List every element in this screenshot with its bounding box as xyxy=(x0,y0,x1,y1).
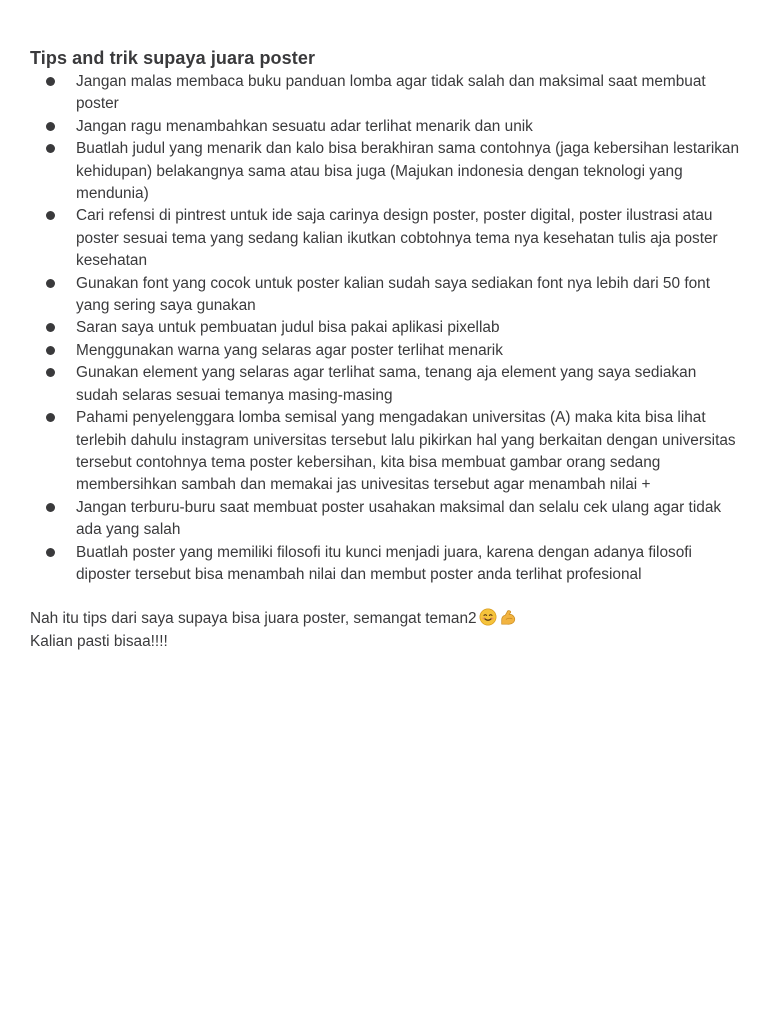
list-item-text: Gunakan font yang cocok untuk poster kalian sudah saya sediakan font nya lebih dari 50 font yang sering saya gunakan xyxy=(76,274,710,315)
closing-line-2: Kalian pasti bisaa!!!! xyxy=(30,632,168,650)
list-item xyxy=(30,138,740,205)
note-body xyxy=(30,45,740,653)
list-item xyxy=(30,273,740,318)
list-item-text: Menggunakan warna yang selaras agar poster terlihat menarik xyxy=(76,341,503,359)
list-item xyxy=(30,542,740,587)
bullet-icon xyxy=(46,503,55,512)
list-item-text: Gunakan element yang selaras agar terlihat sama, tenang aja element yang saya sediakan sudah selaras sesuai temanya masing-masing xyxy=(76,364,697,404)
list-item-text: Buatlah poster yang memiliki filosofi itu kunci menjadi juara, karena dengan adanya filosofi diposter tersebut bisa menambah nilai dan membut poster anda terlihat profesional xyxy=(76,543,692,583)
list-item xyxy=(30,407,740,497)
list-item-text: Buatlah judul yang menarik dan kalo bisa berakhiran sama contohnya (jaga kebersihan lestarikan kehidupan) belakangnya sama atau bisa juga (Majukan indonesia dengan teknologi yang mendunia) xyxy=(76,140,740,203)
list-item xyxy=(30,71,740,116)
bullet-icon xyxy=(46,211,55,220)
list-item-text: Jangan terburu-buru saat membuat poster usahakan maksimal dan selalu cek ulang agar tidak ada yang salah xyxy=(76,498,722,539)
list-item-text: Jangan ragu menambahkan sesuatu adar terlihat menarik dan unik xyxy=(76,117,533,135)
bullet-icon xyxy=(46,368,55,377)
closing-line-1-text: Nah itu tips dari saya supaya bisa juara poster, semangat teman2 xyxy=(30,610,477,628)
closing-line-1 xyxy=(30,608,740,630)
list-item xyxy=(30,317,740,339)
note-title: Tips and trik supaya juara poster xyxy=(30,48,316,68)
bullet-icon xyxy=(46,144,55,153)
list-item-text: Jangan malas membaca buku panduan lomba agar tidak salah dan maksimal saat membuat poster xyxy=(76,73,706,113)
list-item xyxy=(30,362,740,407)
bullet-icon xyxy=(46,548,55,557)
list-item xyxy=(30,205,740,272)
bullet-icon xyxy=(46,346,55,355)
list-item-text: Cari refensi di pintrest untuk ide saja carinya design poster, poster digital, poster ilustrasi atau poster sesuai tema yang sedang kalian ikutkan cobtohnya tema nya kesehatan tulis aja poster kesehatan xyxy=(76,207,718,270)
tips-list xyxy=(30,71,740,586)
bullet-icon xyxy=(46,279,55,288)
bullet-icon xyxy=(46,122,55,131)
bullet-icon xyxy=(46,413,55,422)
list-item-text: Pahami penyelenggara lomba semisal yang mengadakan universitas (A) maka kita bisa lihat terlebih dahulu instagram universitas tersebut lalu pikirkan hal yang berkaitan dengan universitas tersebut contohnya tema poster kebersihan, kita bisa membuat gambar orang sedang membersihkan sambah dan memakai jas univesitas tersebut agar menambah nilai + xyxy=(76,409,736,494)
list-item xyxy=(30,116,740,138)
list-item-text: Saran saya untuk pembuatan judul bisa pakai aplikasi pixellab xyxy=(76,319,500,337)
list-item xyxy=(30,340,740,362)
bullet-icon xyxy=(46,323,55,332)
smiling-face-icon xyxy=(479,608,497,626)
flexed-biceps-icon xyxy=(499,608,517,626)
closing-message xyxy=(30,608,740,653)
list-item xyxy=(30,497,740,542)
bullet-icon xyxy=(46,77,55,86)
